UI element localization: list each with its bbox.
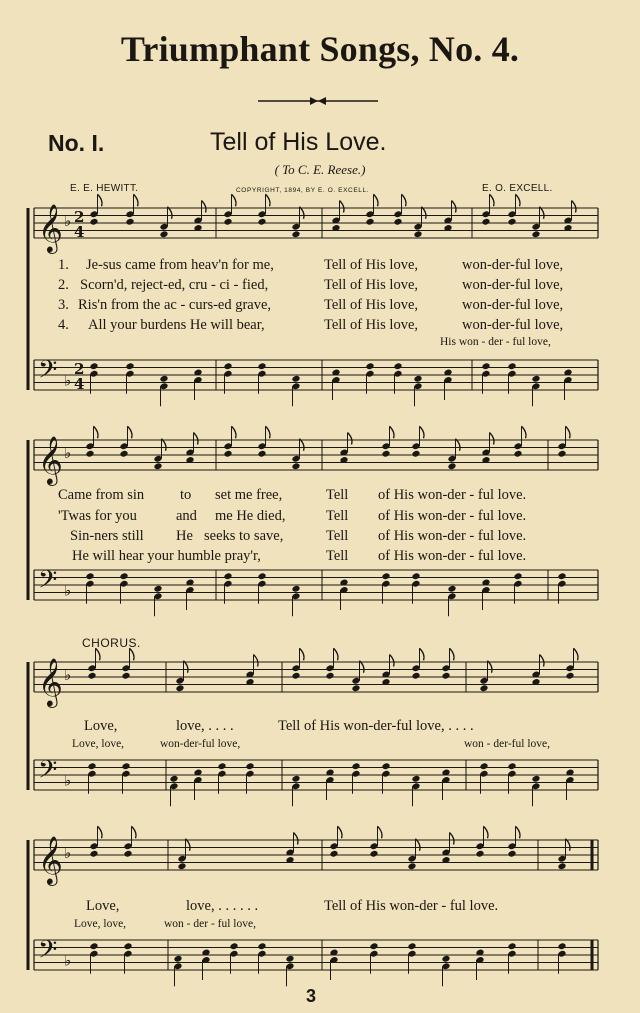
note-flag <box>300 648 305 660</box>
bass-clef: 𝄢 <box>38 755 58 791</box>
note-flag <box>420 648 425 660</box>
note-flag <box>266 194 271 206</box>
lyric-line: me He died, <box>215 508 286 524</box>
lyric-word: He <box>176 528 193 544</box>
note-head <box>285 955 294 963</box>
note-flag <box>566 839 571 851</box>
lyric-word: love, . . . . <box>176 718 234 734</box>
note-flag <box>128 426 133 438</box>
note-head <box>223 362 232 370</box>
verse-line: Tell of His love, <box>324 317 419 333</box>
note-head <box>257 942 266 950</box>
note-head <box>369 942 378 950</box>
note-flag <box>484 826 489 838</box>
note-head <box>175 684 184 692</box>
verse-number: 1. <box>58 257 69 273</box>
lyric-line: Tell of His won-der - ful love. <box>324 898 499 914</box>
note-head <box>123 942 132 950</box>
note-head <box>159 375 168 383</box>
note-flag <box>96 648 101 660</box>
note-head <box>507 362 516 370</box>
treble-clef: 𝄞 <box>38 203 63 252</box>
lyric-line: Tell of His won-der-ful love, . . . . <box>278 718 474 734</box>
verse-line: won-der-ful love, <box>462 317 564 333</box>
note-flag <box>540 207 545 219</box>
lyric-line: of His won-der - ful love. <box>378 487 527 503</box>
bass-lyric: His won - der - ful love, <box>440 336 551 348</box>
treble-clef: 𝄞 <box>38 835 63 884</box>
treble-clef: 𝄞 <box>38 657 63 706</box>
time-signature: 2 <box>74 360 85 378</box>
note-flag <box>232 194 237 206</box>
note-flag <box>202 201 207 213</box>
note-flag <box>456 439 461 451</box>
note-flag <box>490 194 495 206</box>
note-flag <box>450 648 455 660</box>
time-signature: 4 <box>74 223 85 241</box>
note-head <box>413 230 422 238</box>
note-head <box>531 375 540 383</box>
key-signature-flat: ♭ <box>64 951 72 970</box>
verse-line: won-der-ful love, <box>462 277 564 293</box>
book-title: Triumphant Songs, No. 4. <box>120 29 520 69</box>
note-flag <box>374 194 379 206</box>
bass-clef: 𝄢 <box>38 935 58 971</box>
verse-number: 4. <box>58 317 69 333</box>
note-head <box>447 585 456 593</box>
note-flag <box>294 833 299 845</box>
lyric-line: of His won-der - ful love. <box>378 528 527 544</box>
note-head <box>291 585 300 593</box>
note-head <box>223 218 232 226</box>
note-head <box>257 450 266 458</box>
verse-line: All your burdens He will bear, <box>88 317 265 333</box>
note-head <box>217 762 226 770</box>
lyric-word: to <box>180 487 192 503</box>
note-head <box>121 762 130 770</box>
time-signature: 2 <box>74 208 85 226</box>
note-head <box>365 362 374 370</box>
note-head <box>507 218 516 226</box>
note-head <box>381 762 390 770</box>
note-flag <box>516 194 521 206</box>
lyric-line: set me free, <box>215 487 283 503</box>
lyric-word: and <box>176 508 197 524</box>
note-head <box>565 672 574 680</box>
note-head <box>119 572 128 580</box>
lyric-line: He will hear your humble pray'r, <box>72 548 261 564</box>
verse-line: Tell of His love, <box>324 257 419 273</box>
note-flag <box>416 839 421 851</box>
note-flag <box>574 648 579 660</box>
verse-line: Ris'n from the ac - curs-ed grave, <box>78 297 272 313</box>
lyric-word: Love, <box>86 898 120 914</box>
note-flag <box>402 194 407 206</box>
note-head <box>245 762 254 770</box>
note-head <box>325 672 334 680</box>
note-head <box>411 775 420 783</box>
verse-line: won-der-ful love, <box>462 297 564 313</box>
note-flag <box>232 426 237 438</box>
note-head <box>531 230 540 238</box>
note-head <box>351 684 360 692</box>
note-flag <box>378 826 383 838</box>
lyric-line: of His won-der - ful love. <box>378 508 527 524</box>
time-signature: 4 <box>74 375 85 393</box>
verse-line: Tell of His love, <box>324 297 419 313</box>
note-flag <box>348 433 353 445</box>
song-title: Tell of His Love. <box>210 128 387 156</box>
lyric-line: Came from sin <box>58 487 145 503</box>
note-flag <box>134 194 139 206</box>
note-head <box>481 362 490 370</box>
lyric-word: Tell <box>326 528 349 544</box>
note-head <box>153 585 162 593</box>
note-flag <box>184 661 189 673</box>
lyric-line: seeks to save, <box>204 528 284 544</box>
key-signature-flat: ♭ <box>64 844 72 862</box>
note-head <box>85 450 94 458</box>
note-flag <box>94 426 99 438</box>
note-head <box>291 672 300 680</box>
bass-lyric: Love, love, <box>74 918 127 930</box>
note-head <box>475 850 484 858</box>
note-head <box>85 572 94 580</box>
note-flag <box>98 826 103 838</box>
note-head <box>177 862 186 870</box>
note-head <box>329 850 338 858</box>
note-head <box>291 462 300 470</box>
song-number: No. I. <box>48 130 105 156</box>
key-signature-flat: ♭ <box>64 771 72 790</box>
note-head <box>123 850 132 858</box>
note-head <box>513 572 522 580</box>
bass-lyric: won - der - ful love, <box>164 918 256 930</box>
note-head <box>291 375 300 383</box>
note-flag <box>194 433 199 445</box>
note-head <box>557 450 566 458</box>
verse-number: 2. <box>58 277 69 293</box>
note-flag <box>452 201 457 213</box>
note-head <box>393 218 402 226</box>
note-head <box>531 775 540 783</box>
note-flag <box>132 826 137 838</box>
key-signature-flat: ♭ <box>64 212 72 230</box>
note-head <box>507 762 516 770</box>
treble-clef: 𝄞 <box>38 435 63 484</box>
note-head <box>507 850 516 858</box>
music-by: E. O. EXCELL. <box>482 183 553 194</box>
verse-line: won-der-ful love, <box>462 257 564 273</box>
note-flag <box>450 833 455 845</box>
note-head <box>393 362 402 370</box>
note-flag <box>300 207 305 219</box>
note-head <box>507 942 516 950</box>
note-head <box>87 672 96 680</box>
note-head <box>557 862 566 870</box>
note-flag <box>390 426 395 438</box>
verse-line: Scorn'd, reject-ed, cru - ci - fied, <box>80 277 269 293</box>
lyric-word: Tell <box>326 548 349 564</box>
key-signature-flat: ♭ <box>64 581 72 600</box>
note-head <box>441 672 450 680</box>
note-flag <box>360 661 365 673</box>
note-flag <box>420 426 425 438</box>
key-signature-flat: ♭ <box>64 666 72 684</box>
note-flag <box>266 426 271 438</box>
copyright: COPYRIGHT, 1894, BY E. O. EXCELL. <box>236 187 370 194</box>
note-flag <box>488 661 493 673</box>
note-flag <box>254 655 259 667</box>
note-head <box>125 362 134 370</box>
note-head <box>119 450 128 458</box>
note-head <box>153 462 162 470</box>
note-flag <box>340 201 345 213</box>
note-head <box>159 230 168 238</box>
lyric-word: Tell <box>326 508 349 524</box>
note-flag <box>566 426 571 438</box>
bass-lyric: won-der-ful love, <box>160 738 241 750</box>
note-head <box>173 955 182 963</box>
note-head <box>223 572 232 580</box>
note-head <box>229 942 238 950</box>
words-by: E. E. HEWITT. <box>70 183 139 194</box>
note-head <box>441 955 450 963</box>
lyric-line: 'Twas for you <box>58 508 137 524</box>
note-flag <box>540 655 545 667</box>
note-flag <box>422 207 427 219</box>
note-head <box>381 572 390 580</box>
lyric-word: Tell <box>326 487 349 503</box>
note-head <box>257 218 266 226</box>
chorus-label: CHORUS. <box>82 636 141 650</box>
note-flag <box>300 439 305 451</box>
note-head <box>369 850 378 858</box>
key-signature-flat: ♭ <box>64 444 72 462</box>
note-flag <box>186 839 191 851</box>
note-head <box>169 775 178 783</box>
note-flag <box>522 426 527 438</box>
dedication: ( To C. E. Reese.) <box>274 162 366 177</box>
note-head <box>87 762 96 770</box>
note-flag <box>334 648 339 660</box>
note-head <box>121 672 130 680</box>
note-head <box>291 230 300 238</box>
note-head <box>479 762 488 770</box>
verse-line: Je-sus came from heav'n for me, <box>86 257 274 273</box>
note-head <box>407 942 416 950</box>
note-head <box>89 942 98 950</box>
note-flag <box>98 194 103 206</box>
note-flag <box>516 826 521 838</box>
key-signature-flat: ♭ <box>64 371 72 390</box>
bass-clef: 𝄢 <box>38 565 58 601</box>
page-number: 3 <box>306 986 317 1006</box>
note-head <box>223 450 232 458</box>
note-head <box>381 450 390 458</box>
note-flag <box>162 439 167 451</box>
bass-lyric: Love, love, <box>72 738 125 750</box>
lyric-word: love, . . . . . . <box>186 898 259 914</box>
note-head <box>447 462 456 470</box>
note-flag <box>130 648 135 660</box>
note-head <box>291 775 300 783</box>
note-head <box>351 762 360 770</box>
note-flag <box>572 201 577 213</box>
note-head <box>365 218 374 226</box>
note-head <box>125 218 134 226</box>
note-flag <box>490 433 495 445</box>
note-flag <box>390 655 395 667</box>
note-head <box>257 362 266 370</box>
note-head <box>479 684 488 692</box>
note-head <box>89 218 98 226</box>
lyric-line: Sin-ners still <box>70 528 144 544</box>
note-head <box>557 572 566 580</box>
note-head <box>411 450 420 458</box>
note-flag <box>338 826 343 838</box>
note-head <box>89 362 98 370</box>
note-head <box>411 672 420 680</box>
verse-number: 3. <box>58 297 69 313</box>
note-head <box>411 572 420 580</box>
note-head <box>413 375 422 383</box>
lyric-line: of His won-der - ful love. <box>378 548 527 564</box>
note-head <box>257 572 266 580</box>
lyric-word: Love, <box>84 718 118 734</box>
verse-line: Tell of His love, <box>324 277 419 293</box>
note-head <box>557 942 566 950</box>
bass-lyric: won - der-ful love, <box>464 738 550 750</box>
note-head <box>481 218 490 226</box>
bass-clef: 𝄢 <box>38 355 58 391</box>
note-flag <box>168 207 173 219</box>
note-head <box>407 862 416 870</box>
note-head <box>513 450 522 458</box>
note-head <box>89 850 98 858</box>
